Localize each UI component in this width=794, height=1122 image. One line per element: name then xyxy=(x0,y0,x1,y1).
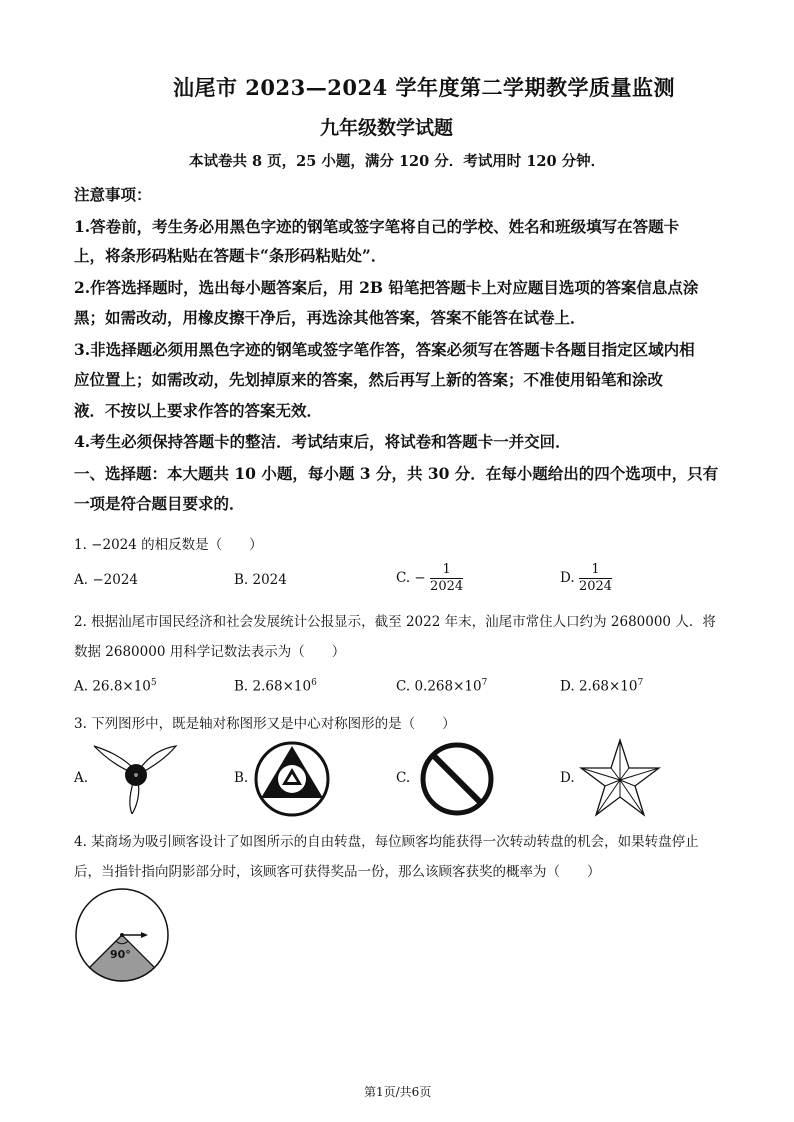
spinner-figure xyxy=(72,888,172,988)
q1-option-d xyxy=(560,562,612,595)
q2-option-c-base: 0.268×10 xyxy=(414,678,482,695)
q2-option-c-exp: 7 xyxy=(481,678,488,688)
pinwheel-figure xyxy=(90,742,180,814)
note-3-line-3: 液．不按以上要求作答的答案无效． xyxy=(74,401,323,420)
q1-option-b: B. 2024 xyxy=(234,572,287,588)
exam-info: 本试卷共 8 页，25 小题，满分 120 分．考试用时 120 分钟． xyxy=(189,153,606,170)
notes-heading: 注意事项： xyxy=(74,185,152,204)
q2-stem-line-1: 2. 根据汕尾市国民经济和社会发展统计公报显示，截至 2022 年末，汕尾市常住人口约为 2680000 人．将 xyxy=(74,614,716,630)
q2-option-a-exp: 5 xyxy=(150,678,157,688)
q2-option-c-label: C. xyxy=(396,678,411,695)
q1-option-c-denominator: 2024 xyxy=(430,579,464,594)
q1-option-d-denominator: 2024 xyxy=(578,579,613,594)
note-2-line-2: 黑；如需改动，用橡皮擦干净后，再选涂其他答案，答案不能答在试卷上． xyxy=(74,308,586,327)
q3-option-d-label: D. xyxy=(560,770,575,786)
q2-option-b-label: B. xyxy=(234,678,249,695)
q1-option-d-fraction xyxy=(579,562,612,595)
q1-option-c-label: C. − xyxy=(396,570,426,586)
q4-stem-line-2: 后，当指针指向阴影部分时，该顾客可获得奖品一份，那么该顾客获奖的概率为（ ） xyxy=(74,864,601,880)
q2-option-b-base: 2.68×10 xyxy=(252,678,312,695)
q3-option-a-label: A. xyxy=(74,770,89,786)
note-2-line-1: 2.作答选择题时，选出每小题答案后，用 2B 铅笔把答题卡上对应题目选项的答案信息点涂 xyxy=(74,278,699,297)
q2-option-d xyxy=(560,678,643,695)
page-footer: 第1页/共6页 xyxy=(364,1085,432,1099)
q2-option-c xyxy=(396,678,487,695)
star-figure xyxy=(578,738,662,820)
q2-option-b-exp: 6 xyxy=(311,678,317,688)
prohibition-sign-figure xyxy=(418,740,496,818)
circle-triangle-figure xyxy=(253,740,331,818)
q3-stem: 3. 下列图形中，既是轴对称图形又是中心对称图形的是（ ） xyxy=(74,716,456,732)
note-1-line-1: 1.答卷前，考生务必用黑色字迹的钢笔或签字笔将自己的学校、姓名和班级填写在答题卡 xyxy=(74,217,680,236)
note-3-line-2: 应位置上；如需改动，先划掉原来的答案，然后再写上新的答案；不准使用铅笔和涂改 xyxy=(74,370,664,389)
section-1-line-2: 一项是符合题目要求的． xyxy=(74,494,245,513)
q2-option-d-exp: 7 xyxy=(637,678,644,688)
note-3-line-1: 3.非选择题必须用黑色字迹的钢笔或签字笔作答，答案必须写在答题卡各题目指定区域内相 xyxy=(74,340,695,359)
q2-option-a-label: A. xyxy=(74,678,89,695)
q1-option-c xyxy=(396,562,463,595)
section-1-line-1: 一、选择题：本大题共 10 小题，每小题 3 分，共 30 分．在每小题给出的四个选项中，只有 xyxy=(74,464,719,483)
q2-option-a-base: 26.8×10 xyxy=(92,678,151,695)
q1-stem: 1. −2024 的相反数是（ ） xyxy=(74,537,263,553)
q2-stem-line-2: 数据 2680000 用科学记数法表示为（ ） xyxy=(74,644,346,660)
q2-option-b xyxy=(234,678,317,695)
q1-option-c-numerator: 1 xyxy=(430,562,463,579)
q2-option-d-label: D. xyxy=(560,678,575,695)
exam-subtitle: 九年级数学试题 xyxy=(320,117,454,139)
note-1-line-2: 上，将条形码粘贴在答题卡“条形码粘贴处”． xyxy=(74,246,387,265)
note-4: 4.考生必须保持答题卡的整洁．考试结束后，将试卷和答题卡一并交回． xyxy=(74,432,571,451)
q1-option-a: A. −2024 xyxy=(74,572,138,588)
q2-option-a xyxy=(74,678,157,695)
q2-option-d-base: 2.68×10 xyxy=(578,678,638,695)
q4-stem-line-1: 4. 某商场为吸引顾客设计了如图所示的自由转盘，每位顾客均能获得一次转动转盘的机会，如果转盘停止 xyxy=(74,834,699,850)
q1-option-d-label: D. xyxy=(560,570,575,586)
spinner-angle-label: 90° xyxy=(110,948,131,961)
q1-option-d-numerator: 1 xyxy=(579,562,612,579)
exam-title: 汕尾市 2023—2024 学年度第二学期教学质量监测 xyxy=(173,75,676,100)
q3-option-b-label: B. xyxy=(234,770,249,786)
q3-option-c-label: C. xyxy=(396,770,411,786)
q1-option-c-fraction xyxy=(430,562,463,595)
